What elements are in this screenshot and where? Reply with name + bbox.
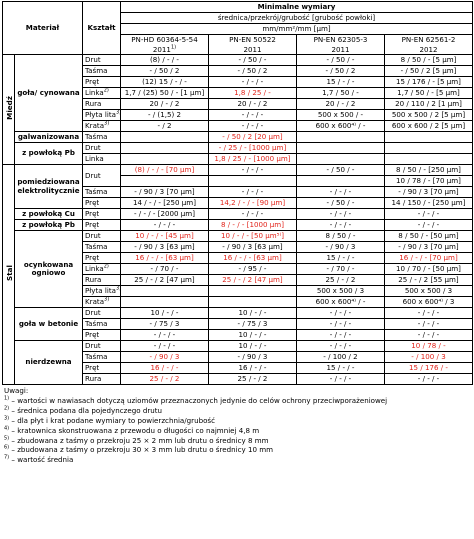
value-cell: 15 / 176 / - [5 μm] xyxy=(385,77,473,88)
value-cell: 10 / 70 / - [50 μm] xyxy=(385,264,473,275)
value-cell: 16 / - / - [63 μm] xyxy=(209,253,297,264)
value-cell: 15 / - / - xyxy=(297,77,385,88)
value-cell xyxy=(385,132,473,143)
shape-label: Linka xyxy=(83,154,121,165)
value-cell: - / 50 / 2 [5 μm] xyxy=(385,66,473,77)
value-cell: 8 / 50 / - [250 μm] xyxy=(385,165,473,176)
value-cell: - / - / - xyxy=(385,319,473,330)
value-cell: - / - / - xyxy=(209,121,297,132)
table-row xyxy=(3,165,473,176)
note-item: $^{6)}$ – zbudowana z taśmy o przekroju 30 × 3 mm lub drutu o średnicy 10 mm xyxy=(4,445,274,455)
value-cell xyxy=(297,176,385,187)
table-row xyxy=(3,55,473,66)
material-label: z powłoką Pb xyxy=(15,220,83,231)
value-cell xyxy=(209,286,297,297)
value-cell: 16 / - / - xyxy=(121,363,209,374)
value-cell: - / 75 / 3 xyxy=(121,319,209,330)
value-cell: - / 50 / - xyxy=(297,198,385,209)
shape-label: Linka$^{2)}$ xyxy=(83,88,121,99)
header-title: Minimalne wymiary xyxy=(121,2,473,13)
value-cell: - / 90 / 3 [63 μm] xyxy=(209,242,297,253)
value-cell xyxy=(297,154,385,165)
value-cell: 1,7 / 50 / - xyxy=(297,88,385,99)
value-cell: - / 50 / 2 xyxy=(121,66,209,77)
shape-label: Taśma xyxy=(83,132,121,143)
value-cell: - / - / - xyxy=(209,165,297,176)
value-cell: 1,8 / 25 / - [1000 μm] xyxy=(209,154,297,165)
header-units: mm/mm²/mm [μm] xyxy=(121,24,473,35)
shape-label: Pręt xyxy=(83,220,121,231)
shape-label: Rura xyxy=(83,99,121,110)
value-cell: - / 25 / - [1000 μm] xyxy=(209,143,297,154)
value-cell: 500 x 500 / - xyxy=(297,110,385,121)
value-cell: 600 x 600 / 2 [5 μm] xyxy=(385,121,473,132)
value-cell: - / 50 / - xyxy=(297,55,385,66)
table-row xyxy=(3,341,473,352)
value-cell: 8 / - / - [1000 μm] xyxy=(209,220,297,231)
value-cell: 10 / - / - [45 μm] xyxy=(121,231,209,242)
table-row xyxy=(3,231,473,242)
note-item: $^{7)}$ – wartość średnia xyxy=(4,454,74,465)
shape-label: Drut xyxy=(83,165,121,187)
value-cell: 8 / 50 / - [50 μm] xyxy=(385,231,473,242)
value-cell: 16 / - / - xyxy=(209,363,297,374)
note-item: $^{2)}$ – średnica podana dla pojedynczego drutu xyxy=(4,405,163,415)
value-cell: - / 50 / 2 xyxy=(297,66,385,77)
value-cell: 600 x 600⁴⁾ / - xyxy=(297,297,385,308)
value-cell: - / 70 / - xyxy=(297,264,385,275)
value-cell: - / 100 / 2 xyxy=(297,352,385,363)
value-cell: 25 / - / 2 [47 μm] xyxy=(121,275,209,286)
minimum-dimensions-table xyxy=(2,1,473,385)
shape-label: Pręt xyxy=(83,77,121,88)
value-cell: - / 90 / 3 [70 μm] xyxy=(385,187,473,198)
value-cell: - / - / - xyxy=(209,187,297,198)
value-cell: - / - / - xyxy=(121,341,209,352)
value-cell: 14,2 / - / - [90 μm] xyxy=(209,198,297,209)
value-cell: 16 / - / - [70 μm] xyxy=(385,253,473,264)
shape-label: Rura xyxy=(83,275,121,286)
material-label: nierdzewna xyxy=(15,341,83,385)
value-cell: (12) 15 / - / - xyxy=(121,77,209,88)
value-cell: 10 / - / - [50 μm⁵⁾] xyxy=(209,231,297,242)
shape-label: Taśma xyxy=(83,352,121,363)
value-cell: - / - / - xyxy=(209,77,297,88)
value-cell: 10 / - / - xyxy=(209,341,297,352)
value-cell xyxy=(121,297,209,308)
value-cell: 1,7 / 50 / - [5 μm] xyxy=(385,88,473,99)
value-cell xyxy=(297,143,385,154)
value-cell: - / - / - xyxy=(209,209,297,220)
value-cell: - / - / - xyxy=(385,220,473,231)
note-item: $^{3)}$ – dla płyt i krat podane wymiary to powierzchnia/grubość xyxy=(4,415,216,425)
value-cell xyxy=(297,132,385,143)
value-cell: - / 95 / - xyxy=(209,264,297,275)
shape-label: Taśma xyxy=(83,242,121,253)
value-cell: - / 90 / 3 [70 μm] xyxy=(385,242,473,253)
value-cell: - / - / - xyxy=(209,110,297,121)
material-label: galwanizowana xyxy=(15,132,83,143)
value-cell: - / 50 / - xyxy=(209,55,297,66)
value-cell: 20 / - / 2 xyxy=(121,99,209,110)
value-cell: 25 / - / 2 [47 μm] xyxy=(209,275,297,286)
value-cell: 600 x 600⁴⁾ / 3 xyxy=(385,297,473,308)
shape-label: Pręt xyxy=(83,363,121,374)
material-label: ocynkowana ogniowo xyxy=(15,231,83,308)
shape-label: Krata$^{3)}$ xyxy=(83,297,121,308)
value-cell: 10 / - / - xyxy=(209,308,297,319)
value-cell: 14 / - / - [250 μm] xyxy=(121,198,209,209)
value-cell xyxy=(209,297,297,308)
value-cell: - / (1,5) 2 xyxy=(121,110,209,121)
material-label: pomiedziowana elektrolitycznie xyxy=(15,165,83,209)
value-cell: 20 / - / 2 xyxy=(297,99,385,110)
value-cell: - / - / - xyxy=(297,308,385,319)
header-shape: Kształt xyxy=(83,2,121,55)
value-cell: - / - / - xyxy=(297,330,385,341)
shape-label: Drut xyxy=(83,231,121,242)
shape-label: Linka$^{2)}$ xyxy=(83,264,121,275)
value-cell: 25 / - / 2 xyxy=(121,374,209,385)
value-cell: - / 90 / 3 xyxy=(209,352,297,363)
shape-label: Taśma xyxy=(83,187,121,198)
standard-4: PN-EN 62561-2 2012 xyxy=(385,35,473,55)
value-cell xyxy=(209,176,297,187)
shape-label: Płyta lita$^{3)}$ xyxy=(83,286,121,297)
shape-label: Drut xyxy=(83,341,121,352)
shape-label: Taśma xyxy=(83,66,121,77)
value-cell: (8) / - / - xyxy=(121,55,209,66)
shape-label: Krata$^{3)}$ xyxy=(83,121,121,132)
table-row xyxy=(3,308,473,319)
standard-1: PN-HD 60364-5-54 2011$^{1)}$ xyxy=(121,35,209,55)
value-cell: - / - / - xyxy=(385,374,473,385)
value-cell: - / 90 / 3 [63 μm] xyxy=(121,242,209,253)
standard-3: PN-EN 62305-3 2011 xyxy=(297,35,385,55)
table-row xyxy=(3,209,473,220)
value-cell: 20 / 110 / 2 [1 μm] xyxy=(385,99,473,110)
shape-label: Płyta lita$^{3)}$ xyxy=(83,110,121,121)
value-cell xyxy=(385,143,473,154)
value-cell: 25 / - / 2 xyxy=(297,275,385,286)
value-cell: 500 x 500 / 3 xyxy=(297,286,385,297)
group-label: Miedź xyxy=(3,55,15,165)
value-cell: 8 / 50 / - [5 μm] xyxy=(385,55,473,66)
value-cell: - / - / - xyxy=(385,209,473,220)
value-cell: 25 / - / 2 [55 μm] xyxy=(385,275,473,286)
value-cell: (8) / - / - [70 μm] xyxy=(121,165,209,176)
value-cell: - / 2 xyxy=(121,121,209,132)
value-cell: 14 / 150 / - [250 μm] xyxy=(385,198,473,209)
value-cell: 10 / 78 / - xyxy=(385,341,473,352)
note-item: $^{4)}$ – kratownica skonstruowana z przewodu o długości co najmniej 4,8 m xyxy=(4,425,260,435)
note-item: $^{5)}$ – zbudowana z taśmy o przekroju 25 × 2 mm lub drutu o średnicy 8 mm xyxy=(4,435,269,445)
table-row xyxy=(3,143,473,154)
value-cell: - / - / - xyxy=(297,187,385,198)
value-cell: 8 / 50 / - xyxy=(297,231,385,242)
value-cell: - / - / - xyxy=(121,220,209,231)
table-row xyxy=(3,220,473,231)
material-label: z powłoką Cu xyxy=(15,209,83,220)
value-cell: 15 / - / - xyxy=(297,363,385,374)
shape-label: Taśma xyxy=(83,319,121,330)
value-cell: 10 / - / - xyxy=(121,308,209,319)
value-cell: - / 50 / - xyxy=(297,165,385,176)
value-cell: - / - / - xyxy=(297,220,385,231)
value-cell: 16 / - / - [63 μm] xyxy=(121,253,209,264)
shape-label: Pręt xyxy=(83,330,121,341)
value-cell: 10 / 78 / - [70 μm] xyxy=(385,176,473,187)
value-cell: 1,7 / (25) 50 / - [1 μm] xyxy=(121,88,209,99)
shape-label: Rura xyxy=(83,374,121,385)
value-cell: - / 100 / 3 xyxy=(385,352,473,363)
group-label: Stal xyxy=(3,165,15,385)
value-cell: 15 / 176 / - xyxy=(385,363,473,374)
value-cell: - / 50 / 2 [20 μm] xyxy=(209,132,297,143)
value-cell xyxy=(385,154,473,165)
shape-label: Pręt xyxy=(83,209,121,220)
header-material: Materiał xyxy=(3,2,83,55)
value-cell: 1,8 / 25 / - xyxy=(209,88,297,99)
value-cell: 20 / - / 2 xyxy=(209,99,297,110)
value-cell: - / 70 / - xyxy=(121,264,209,275)
shape-label: Drut xyxy=(83,55,121,66)
notes xyxy=(2,386,472,465)
value-cell: - / - / - xyxy=(121,330,209,341)
value-cell: 500 x 500 / 2 [5 μm] xyxy=(385,110,473,121)
value-cell xyxy=(121,176,209,187)
material-label: z powłoką Pb xyxy=(15,143,83,165)
value-cell xyxy=(121,132,209,143)
value-cell: - / 50 / 2 xyxy=(209,66,297,77)
value-cell: 15 / - / - xyxy=(297,253,385,264)
value-cell: - / 90 / 3 xyxy=(121,352,209,363)
value-cell: 500 x 500 / 3 xyxy=(385,286,473,297)
shape-label: Drut xyxy=(83,308,121,319)
material-label: goła w betonie xyxy=(15,308,83,341)
value-cell xyxy=(121,143,209,154)
material-label: goła/ cynowana xyxy=(15,55,83,132)
value-cell: - / 90 / 3 xyxy=(297,242,385,253)
value-cell: - / - / - xyxy=(297,374,385,385)
shape-label: Pręt xyxy=(83,198,121,209)
value-cell: 25 / - / 2 xyxy=(209,374,297,385)
value-cell: - / - / - xyxy=(297,209,385,220)
shape-label: Pręt xyxy=(83,253,121,264)
value-cell: - / - / - [2000 μm] xyxy=(121,209,209,220)
note-item: $^{1)}$ – wartości w nawiasach dotyczą uziomów przeznaczonych jedynie do celów ochrony przeciwporażeniowej xyxy=(4,395,388,405)
header-subtitle: średnica/przekrój/grubość [grubość powłoki] xyxy=(121,13,473,24)
value-cell xyxy=(121,286,209,297)
standards-table-document xyxy=(2,1,472,537)
value-cell: - / 75 / 3 xyxy=(209,319,297,330)
shape-label: Drut xyxy=(83,143,121,154)
standard-2: PN-EN 50522 2011 xyxy=(209,35,297,55)
table-row xyxy=(3,132,473,143)
value-cell: - / 90 / 3 [70 μm] xyxy=(121,187,209,198)
value-cell: 600 x 600⁴⁾ / - xyxy=(297,121,385,132)
value-cell: - / - / - xyxy=(297,341,385,352)
notes-title: Uwagi: xyxy=(4,386,29,395)
value-cell: - / - / - xyxy=(385,308,473,319)
value-cell: 10 / - / - xyxy=(209,330,297,341)
value-cell xyxy=(121,154,209,165)
value-cell: - / - / - xyxy=(385,330,473,341)
notes-list xyxy=(4,396,472,465)
table-body xyxy=(3,55,473,385)
value-cell: - / - / - xyxy=(297,319,385,330)
